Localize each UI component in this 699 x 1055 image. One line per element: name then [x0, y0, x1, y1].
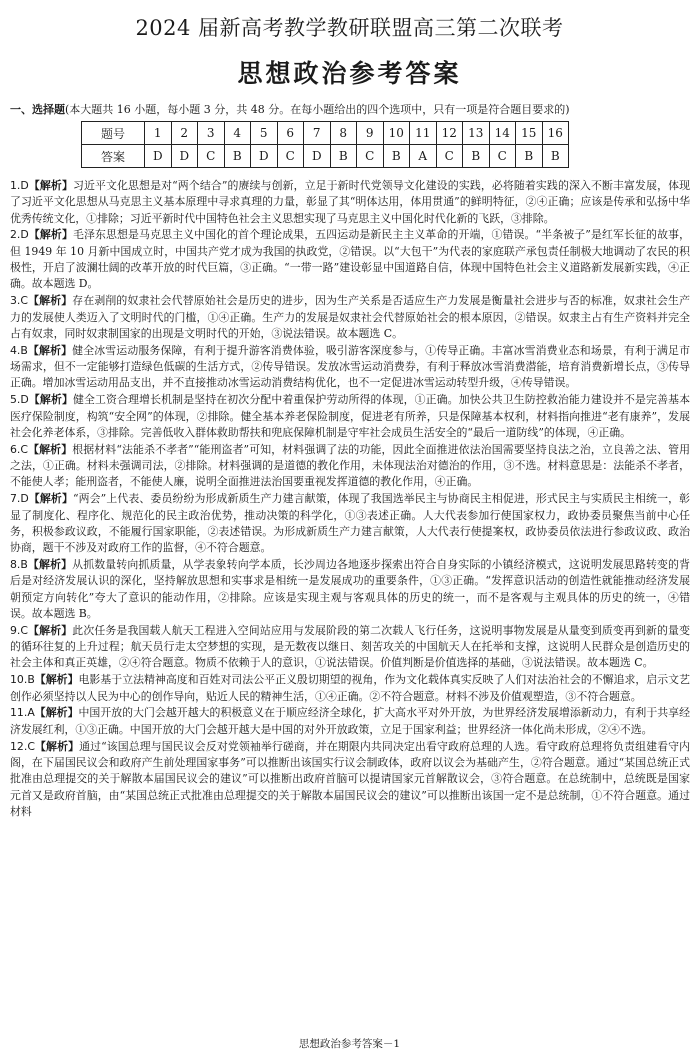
item-number: 9.C — [10, 623, 28, 637]
item-text: 存在剥削的奴隶社会代替原始社会是历史的进步，因为生产关系是否适应生产力发展是衡量社会进步与否的标准，奴隶社会生产力的发展使人类迈入了文明时代的门槛，①④正确。生产力的发展是奴隶社会代替原始社会的根本原因，②错误。奴隶主占有生产资料并完全占有奴隶，同时奴隶制国家的出现是文明时代的开始，③说法错误。故本题选 C。 — [10, 294, 690, 340]
explanation-item — [10, 672, 690, 705]
explanation-item — [10, 623, 690, 672]
item-number: 7.D — [10, 492, 29, 506]
section-note: (本大题共 16 小题，每小题 3 分，共 48 分。在每小题给出的四个选项中，只有一项是符合题目要求的) — [65, 103, 570, 116]
answer-cell: C — [489, 145, 516, 168]
question-number-cell: 8 — [330, 122, 357, 145]
explanation-item — [10, 178, 690, 227]
item-text: 根据材料“法能杀不孝者”“能刑盗者”可知，材料强调了法的功能，因此全面推进依法治国需要坚持良法之治，立良善之法、管用之法，①正确。材料未强调司法，②排除。材料强调的是道德的教化作用，未体现法治对德治的作用，③不选。材料意思是：法能杀不孝者，不能使人孝；能刑盗者，不能使人廉，说明全面推进法治国要重视发挥道德的教化作用，④正确。 — [10, 442, 690, 489]
question-number-row — [82, 122, 569, 145]
item-text: “两会”上代表、委员纷纷为形成新质生产力建言献策，体现了我国选举民主与协商民主相促进，形式民主与实质民主相统一，彰显了制度化、程序化、规范化的民主政治优势，推动决策的科学化，①③表述正确。人大代表参加行使国家权力，政协委员聚焦当前中心任务，积极参政议政，不能履行国家职能，②表述错误。为形成新质生产力建言献策，人大代表行使提案权，政协委员依法进行参政议政、政治协商，题干不涉及对政府工作的监督，④不符合题意。 — [10, 492, 690, 555]
item-number: 6.C — [10, 442, 28, 456]
question-number-cell: 16 — [542, 122, 569, 145]
analysis-tag: 【解析】 — [28, 492, 73, 506]
question-number-cell: 6 — [277, 122, 304, 145]
question-number-cell: 11 — [410, 122, 437, 145]
item-number: 4.B — [10, 343, 28, 357]
analysis-tag: 【解析】 — [28, 623, 73, 637]
question-number-cell: 12 — [436, 122, 463, 145]
explanation-item — [10, 392, 690, 441]
explanation-item — [10, 705, 690, 738]
explanation-item — [10, 442, 690, 491]
exam-title: 2024 届新高考教学教研联盟高三第二次联考 — [135, 16, 564, 40]
page-footer: 思想政治参考答案－1 — [298, 1038, 401, 1050]
answer-table — [81, 121, 569, 168]
answer-cell: B — [463, 145, 490, 168]
item-text: 健全工资合理增长机制是坚持在初次分配中着重保护劳动所得的体现，①正确。加快公共卫生防控救治能力建设并不是完善基本医疗保险制度，构筑“安全网”的体现，②排除。健全基本养老保险制度，促进老有所养，只是保障基本权利，材料指向推进“老有康养”，发展社会化养老体系，③排除。完善低收入群体救助帮扶和兜底保障机制是守牢社会成员生活安全的“最后一道防线”的体现，④正确。 — [10, 393, 690, 439]
item-number: 12.C — [10, 739, 35, 753]
analysis-tag: 【解析】 — [28, 179, 73, 192]
analysis-tag: 【解析】 — [28, 294, 73, 308]
item-text: 健全冰雪运动服务保障，有利于提升游客消费体验，吸引游客深度参与，①传导正确。丰富冰雪消费业态和场景，有利于满足市场需求，但不一定能够打造绿色低碳的生活方式，②传导错误。发放冰雪运动消费券，有利于释放冰雪消费潜能，培育消费新增长点，③传导正确。增加冰雪运动用品支出，并不直接推动冰雪运动消费结构优化，也不一定促进冰雪运动转型升级，④传导错误。 — [10, 343, 690, 390]
answer-cell: C — [357, 145, 384, 168]
question-number-cell: 3 — [198, 122, 225, 145]
analysis-tag: 【解析】 — [27, 557, 73, 571]
explanation-item — [10, 227, 690, 292]
answer-cell: D — [145, 145, 172, 168]
question-number-cell: 9 — [357, 122, 384, 145]
item-number: 1.D — [10, 179, 29, 192]
item-text: 毛泽东思想是马克思主义中国化的首个理论成果，五四运动是新民主主义革命的开端，①错误。“半条被子”是红军长征的故事，但 1949 年 10 月新中国成立时，中国共产党才成为我国的执政党，②错误。以“大包干”为代表的家庭联产承包责任制极大地调动了农民的积极性，开启了波澜壮阔的改革开放的时代巨篇，③正确。“一带一路”建设彰显中国道路自信，体现中国特色社会主义道路新发展新实践，④正确。故本题选 D。 — [10, 228, 690, 291]
question-number-header: 题号 — [82, 122, 145, 145]
analysis-tag: 【解析】 — [28, 228, 73, 242]
item-number: 3.C — [10, 294, 28, 308]
question-number-cell: 10 — [383, 122, 410, 145]
explanation-item — [10, 343, 690, 392]
item-text: 此次任务是我国载人航天工程进入空间站应用与发展阶段的第二次载人飞行任务，这说明事物发展是从量变到质变再到新的量变的循环往复的上升过程；航天员行走太空梦想的实现，是无数夜以继日、刻苦攻关的中国航天人在托举和支撑，这说明人民群众是创造历史的社会主体和真正英雄，②④符合题意。物质不依赖于人的意识，①说法错误。价值判断是价值选择的基础，③说法错误。故本题选 C。 — [10, 623, 690, 670]
analysis-tag: 【解析】 — [27, 343, 73, 357]
answer-cell: C — [436, 145, 463, 168]
item-number: 10.B — [10, 673, 35, 687]
section-label: 一、选择题 — [10, 103, 65, 116]
item-text: 通过“该国总理与国民议会反对党领袖举行磋商，并在期限内共同决定出看守政府总理的人选。看守政府总理将负责组建看守内阁，在下届国民议会和政府产生前处理国家事务”可以推断出该国实行议会制政体，政府以议会为基础产生，②符合题意。通过“某国总统正式批准由总理提交的关于解散本届国民议会的建议”可以推断出政府首脑可以提请国家元首解散议会，③符合题意。在总统制中，总统既是国家元首又是政府首脑，由“某国总统正式批准由总理提交的关于解散本届国民议会的建议”可以推断出该国一定不是总统制，①不符合题意。通过材料 — [10, 739, 690, 818]
item-number: 2.D — [10, 228, 29, 242]
answer-cell: B — [383, 145, 410, 168]
explanation-item — [10, 739, 690, 820]
question-number-cell: 4 — [224, 122, 251, 145]
item-number: 8.B — [10, 557, 28, 571]
answer-cell: B — [542, 145, 569, 168]
item-text: 习近平文化思想是对“两个结合”的赓续与创新，立足于新时代党领导文化建设的实践，必将随着实践的深入不断丰富发展，体现了习近平文化思想从马克思主义基本原理中寻求真理的力量，彰显了其“明体达用，体用贯通”的鲜明特征，②④正确；应该是传承和弘扬中华优秀传统文化，①排除；习近平新时代中国特色社会主义思想实现了马克思主义中国化时代化新的飞跃，③排除。 — [10, 179, 690, 225]
answer-cell: D — [171, 145, 198, 168]
analysis-tag: 【解析】 — [34, 739, 80, 753]
question-number-cell: 1 — [145, 122, 172, 145]
analysis-tag: 【解析】 — [28, 442, 73, 456]
item-number: 11.A — [10, 706, 35, 720]
question-number-cell: 7 — [304, 122, 331, 145]
answer-cell: B — [224, 145, 251, 168]
explanation-item — [10, 293, 690, 342]
explanation-list — [10, 178, 690, 821]
answer-cell: A — [410, 145, 437, 168]
explanation-item — [10, 491, 690, 556]
item-text: 电影基于立法精神高度和百姓对司法公平正义殷切期望的视角，作为文化载体真实反映了人们对法治社会的不懈追求，启示文艺创作必须坚持以人民为中心的创作导向，贴近人民的精神生活，①④正确。②不符合题意。材料不涉及价值观塑造，③不符合题意。 — [10, 673, 690, 703]
question-number-cell: 15 — [516, 122, 543, 145]
answer-cell: D — [251, 145, 278, 168]
page-subtitle: 思想政治参考答案 — [237, 59, 462, 88]
answer-cell: B — [330, 145, 357, 168]
answer-cell: C — [198, 145, 225, 168]
analysis-tag: 【解析】 — [34, 706, 79, 720]
question-number-cell: 14 — [489, 122, 516, 145]
item-number: 5.D — [10, 393, 29, 407]
question-number-cell: 13 — [463, 122, 490, 145]
analysis-tag: 【解析】 — [28, 393, 73, 407]
explanation-item — [10, 557, 690, 622]
answer-row — [82, 145, 569, 168]
answer-header: 答案 — [82, 145, 145, 168]
answer-cell: D — [304, 145, 331, 168]
answer-cell: C — [277, 145, 304, 168]
section-heading — [10, 101, 695, 117]
analysis-tag: 【解析】 — [34, 673, 79, 687]
question-number-cell: 2 — [171, 122, 198, 145]
answer-cell: B — [516, 145, 543, 168]
item-text: 从抓数量转向抓质量，从学表象转向学本质，长沙周边各地逐步探索出符合自身实际的小镇经济模式，这说明发展思路转变的背后是对经济发展认识的深化，坚持解放思想和实事求是相统一是发展成功的重要条件，①③正确。“发挥意识活动的创造性就能推动经济发展朝预定方向转化”夸大了意识的能动作用，②排除。应该是实现主观与客观具体的历史的统一，而不是客观与主观具体的历史的统一，④错误。故本题选 B。 — [10, 557, 690, 620]
item-text: 中国开放的大门会越开越大的积极意义在于顺应经济全球化，扩大高水平对外开放，为世界经济发展增添新动力，有利于共享经济发展红利，①③正确。中国开放的大门会越开越大是中国的对外开放政策，立足于国家利益；世界经济一体化尚未形成，②④不选。 — [10, 706, 690, 736]
question-number-cell: 5 — [251, 122, 278, 145]
